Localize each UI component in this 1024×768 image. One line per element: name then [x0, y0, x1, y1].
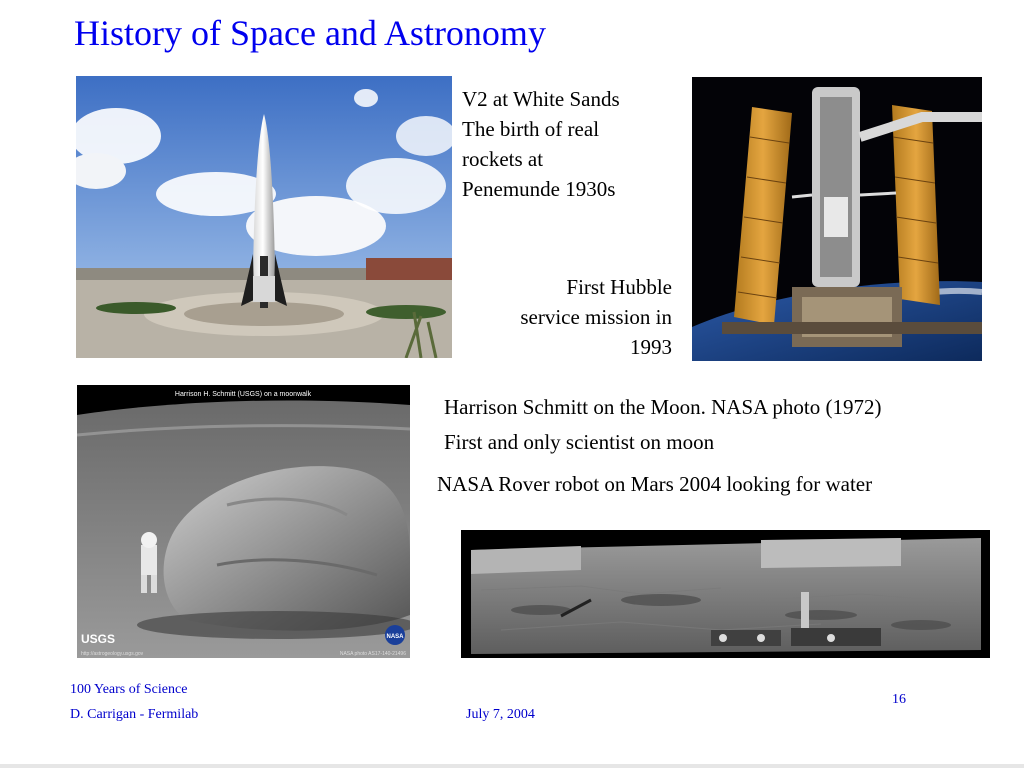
hubble-service-photo: [692, 77, 982, 361]
v2-caption: [462, 84, 682, 204]
footer-author: D. Carrigan - Fermilab: [70, 707, 199, 722]
schmitt-caption: Harrison Schmitt on the Moon. NASA photo (1972): [444, 395, 882, 419]
hubble-caption-line-2: service mission in: [520, 305, 672, 329]
nasa-logo: [385, 625, 405, 645]
v2-caption-line-4: Penemunde 1930s: [462, 177, 616, 201]
bottom-divider: [0, 764, 1024, 768]
hubble-caption-line-1: First Hubble: [566, 275, 672, 299]
hubble-caption: [472, 272, 672, 362]
hubble-caption-line-3: 1993: [630, 335, 672, 359]
v2-rocket-photo: [76, 76, 452, 358]
v2-caption-line-2: The birth of real: [462, 117, 600, 141]
rover-caption: NASA Rover robot on Mars 2004 looking for water: [437, 472, 873, 496]
slide-title: History of Space and Astronomy: [74, 13, 546, 53]
moon-schmitt-photo: [77, 385, 410, 658]
moon-photo-id: NASA photo AS17-140-21496: [339, 651, 406, 657]
mars-rover-panorama: [461, 530, 990, 658]
scientist-caption: First and only scientist on moon: [444, 430, 715, 454]
nasa-logo-text: NASA: [386, 634, 404, 640]
moon-photo-header: Harrison H. Schmitt (USGS) on a moonwalk: [174, 391, 312, 398]
page-number: 16: [892, 692, 906, 707]
v2-caption-line-3: rockets at: [462, 147, 544, 171]
v2-caption-line-1: V2 at White Sands: [462, 87, 620, 111]
footer-date: July 7, 2004: [466, 707, 535, 722]
moon-photo-url: http://astrogeology.usgs.gov: [81, 651, 144, 657]
footer-event: 100 Years of Science: [70, 682, 188, 697]
usgs-logo: USGS: [81, 632, 116, 646]
